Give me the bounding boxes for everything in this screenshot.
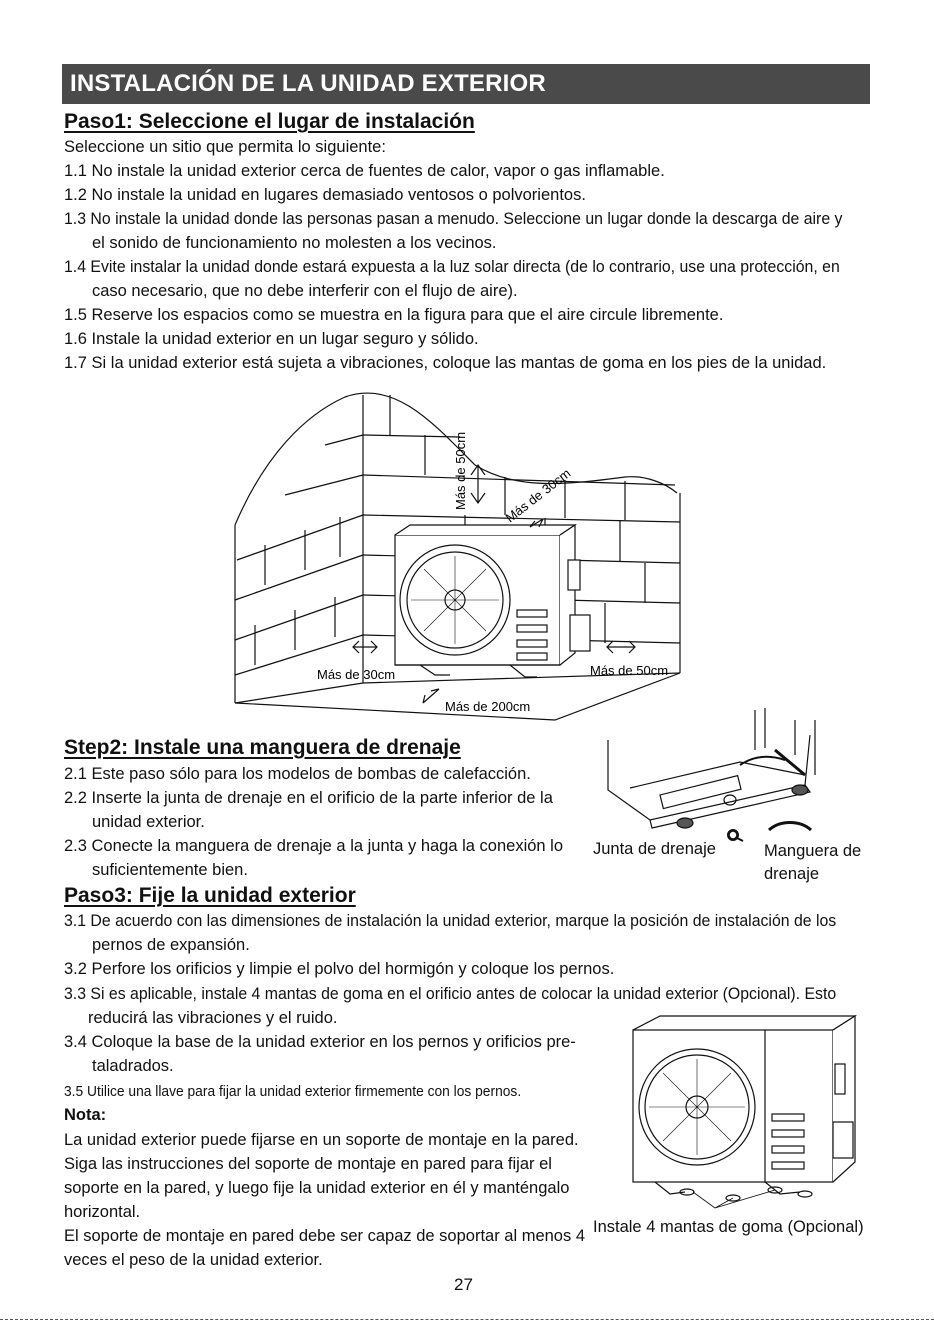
drain-hose-label: Manguera de (764, 842, 862, 860)
note-line: soporte en la pared, y luego fije la unidad exterior en él y manténgalo (64, 1179, 570, 1197)
drain-joint-icon (725, 827, 745, 845)
note-line: Siga las instrucciones del soporte de montaje en pared para fijar el (64, 1155, 552, 1173)
step3-item: 3.3 Si es aplicable, instale 4 mantas de goma en el orificio antes de colocar la unidad exterior (Opcional). Esto (64, 985, 837, 1003)
step2-item: 2.3 Conecte la manguera de drenaje a la junta y haga la conexión lo (64, 837, 564, 855)
step1-item: 1.3 No instale la unidad donde las personas pasan a menudo. Seleccione un lugar donde la descarga de aire y (64, 210, 843, 228)
right-clearance-label: Más de 50cm (590, 663, 669, 678)
left-clearance-label: Más de 30cm (317, 667, 396, 682)
page-cut-line (0, 1319, 934, 1320)
step2-heading: Step2: Instale una manguera de drenaje (64, 736, 461, 759)
step1-item-continued: caso necesario, que no debe interferir con el flujo de aire). (92, 282, 518, 300)
step1-item: 1.1 No instale la unidad exterior cerca de fuentes de calor, vapor o gas inflamable. (64, 162, 665, 180)
clearance-figure (225, 385, 685, 735)
top-clearance-label: Más de 50cm (453, 431, 468, 510)
back-clearance-label: Más de 30cm (502, 465, 574, 526)
step1-item-continued: el sonido de funcionamiento no molesten a los vecinos. (92, 234, 497, 252)
step3-heading: Paso3: Fije la unidad exterior (64, 884, 356, 907)
step1-item: 1.4 Evite instalar la unidad donde estará expuesta a la luz solar directa (de lo contrario, use una protección, en (64, 258, 840, 276)
note-label: Nota: (64, 1106, 107, 1124)
note-line: horizontal. (64, 1203, 141, 1221)
step1-item: 1.5 Reserve los espacios como se muestra en la figura para que el aire circule libremente. (64, 306, 724, 324)
step1-item: 1.7 Si la unidad exterior está sujeta a vibraciones, coloque las mantas de goma en los pies de la unidad. (64, 354, 827, 372)
drain-hose-icon (765, 818, 815, 834)
step3-item-continued: taladrados. (92, 1057, 174, 1075)
step2-item-continued: suficientemente bien. (92, 861, 248, 879)
step3-item: 3.1 De acuerdo con las dimensiones de instalación la unidad exterior, marque la posición de instalación de los (64, 912, 837, 930)
page-number: 27 (454, 1275, 473, 1294)
front-clearance-label: Más de 200cm (445, 699, 531, 714)
step2-item: 2.1 Este paso sólo para los modelos de bombas de calefacción. (64, 765, 531, 783)
step1-item: 1.6 Instale la unidad exterior en un lugar seguro y sólido. (64, 330, 479, 348)
step2-item: 2.2 Inserte la junta de drenaje en el orificio de la parte inferior de la (64, 789, 553, 807)
step3-item-continued: pernos de expansión. (92, 936, 250, 954)
section-banner: INSTALACIÓN DE LA UNIDAD EXTERIOR (62, 64, 870, 104)
rubber-pads-caption: Instale 4 mantas de goma (Opcional) (593, 1218, 864, 1236)
step2-item-continued: unidad exterior. (92, 813, 205, 831)
step3-item: 3.4 Coloque la base de la unidad exterior en los pernos y orificios pre- (64, 1033, 576, 1051)
step1-intro: Seleccione un sitio que permita lo siguiente: (64, 138, 386, 156)
step1-item: 1.2 No instale la unidad en lugares demasiado ventosos o polvorientos. (64, 186, 586, 204)
note-line: El soporte de montaje en pared debe ser capaz de soportar al menos 4 (64, 1227, 585, 1245)
drain-hose-label-continued: drenaje (764, 865, 820, 883)
outdoor-unit-figure (615, 1012, 865, 1212)
step3-item: 3.5 Utilice una llave para fijar la unidad exterior firmemente con los pernos. (64, 1083, 522, 1100)
step1-heading: Paso1: Seleccione el lugar de instalación (64, 110, 475, 133)
drain-joint-label: Junta de drenaje (593, 840, 716, 858)
step3-item: 3.2 Perfore los orificios y limpie el polvo del hormigón y coloque los pernos. (64, 960, 615, 978)
note-line: La unidad exterior puede fijarse en un soporte de montaje en la pared. (64, 1131, 579, 1149)
note-line: veces el peso de la unidad exterior. (64, 1251, 323, 1269)
step3-item-continued: reducirá las vibraciones y el ruido. (88, 1009, 338, 1027)
